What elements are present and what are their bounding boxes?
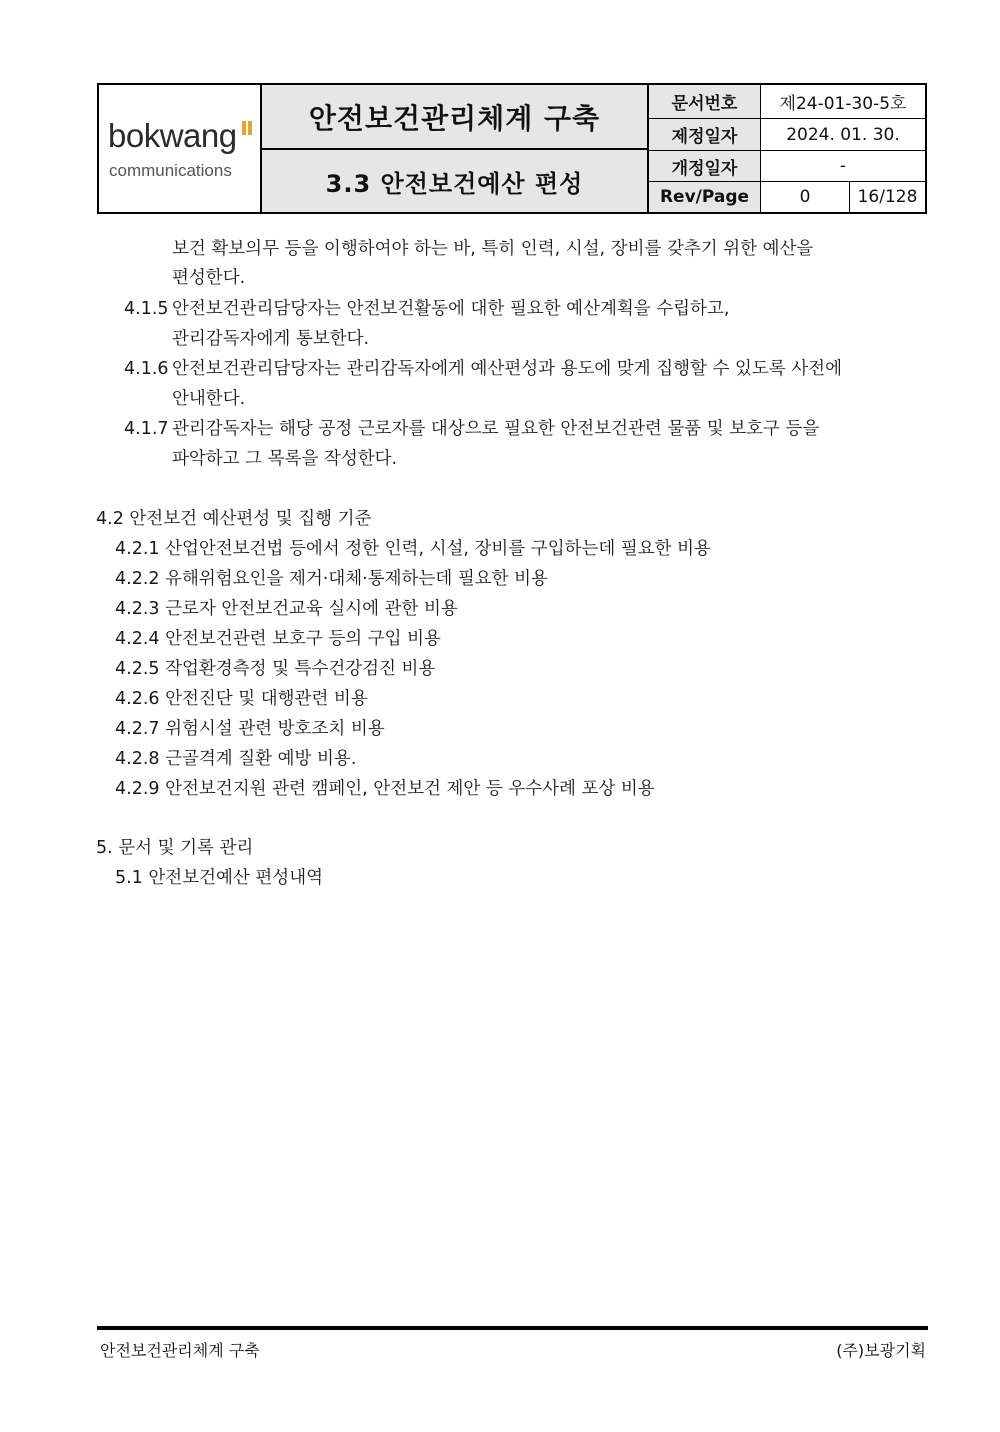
item-number: 4.1.7	[124, 419, 169, 439]
item-text: 관리감독자에게 통보한다.	[172, 329, 370, 349]
footer-document-title: 안전보건관리체계 구축	[100, 1341, 260, 1360]
meta-row-doc-no	[649, 85, 925, 118]
meta-row-enact-date	[649, 118, 925, 150]
item-text: 안내한다.	[172, 389, 246, 409]
body-line: 편성한다.	[172, 268, 246, 288]
rev-value: 0	[761, 182, 850, 212]
footer-company-name: (주)보광기획	[836, 1341, 926, 1360]
doc-no-value: 제24-01-30-5호	[779, 94, 907, 114]
rev-page-label: Rev/Page	[649, 182, 761, 212]
item-number: 4.1.5	[124, 299, 169, 319]
item-number: 4.1.6	[124, 359, 169, 379]
document-meta-table	[649, 85, 925, 212]
logo-accent-mark	[248, 121, 252, 135]
list-item: 4.2.4 안전보건관련 보호구 등의 구입 비용	[115, 629, 441, 649]
item-text: 안전보건관리담당자는 관리감독자에게 예산편성과 용도에 맞게 집행할 수 있도록 사전에	[172, 359, 842, 379]
list-item: 4.2.6 안전진단 및 대행관련 비용	[115, 689, 368, 709]
section-heading: 4.2 안전보건 예산편성 및 집행 기준	[96, 509, 372, 529]
logo-accent-mark	[242, 121, 246, 135]
meta-row-revise-date	[649, 150, 925, 181]
item-text: 관리감독자는 해당 공정 근로자를 대상으로 필요한 안전보건관련 물품 및 보호구 등을	[172, 419, 820, 439]
revise-date-label: 개정일자	[649, 151, 761, 181]
list-item: 4.2.7 위험시설 관련 방호조치 비용	[115, 719, 385, 739]
meta-row-rev-page	[649, 181, 925, 212]
page-value: 16/128	[857, 187, 918, 207]
list-item: 4.2.2 유해위험요인을 제거·대체·통제하는데 필요한 비용	[115, 569, 548, 589]
doc-no-label: 문서번호	[649, 85, 761, 118]
document-header	[97, 83, 927, 214]
enact-date-label: 제정일자	[649, 119, 761, 150]
body-line: 보건 확보의무 등을 이행하여야 하는 바, 특히 인력, 시설, 장비를 갖추기 위한 예산을	[172, 239, 814, 259]
document-title: 안전보건관리체계 구축	[262, 85, 649, 150]
subsection-heading: 5.1 안전보건예산 편성내역	[115, 868, 324, 888]
item-text: 안전보건관리담당자는 안전보건활동에 대한 필요한 예산계획을 수립하고,	[172, 299, 730, 319]
footer-divider	[97, 1326, 928, 1330]
list-item: 4.2.5 작업환경측정 및 특수건강검진 비용	[115, 659, 436, 679]
section-title: 3.3 안전보건예산 편성	[262, 150, 649, 212]
logo-wordmark: bokwang	[108, 117, 237, 154]
logo	[99, 85, 262, 212]
revise-date-value: -	[839, 156, 847, 176]
section-heading: 5. 문서 및 기록 관리	[96, 838, 254, 858]
enact-date-value: 2024. 01. 30.	[786, 124, 900, 145]
list-item: 4.2.8 근골격계 질환 예방 비용.	[115, 749, 357, 769]
list-item: 4.2.1 산업안전보건법 등에서 정한 인력, 시설, 장비를 구입하는데 필요한 비용	[115, 539, 711, 559]
item-text: 파악하고 그 목록을 작성한다.	[172, 449, 398, 469]
list-item: 4.2.3 근로자 안전보건교육 실시에 관한 비용	[115, 599, 458, 619]
logo-subtitle: communications	[109, 161, 232, 180]
list-item: 4.2.9 안전보건지원 관련 캠페인, 안전보건 제안 등 우수사례 포상 비용	[115, 779, 655, 799]
